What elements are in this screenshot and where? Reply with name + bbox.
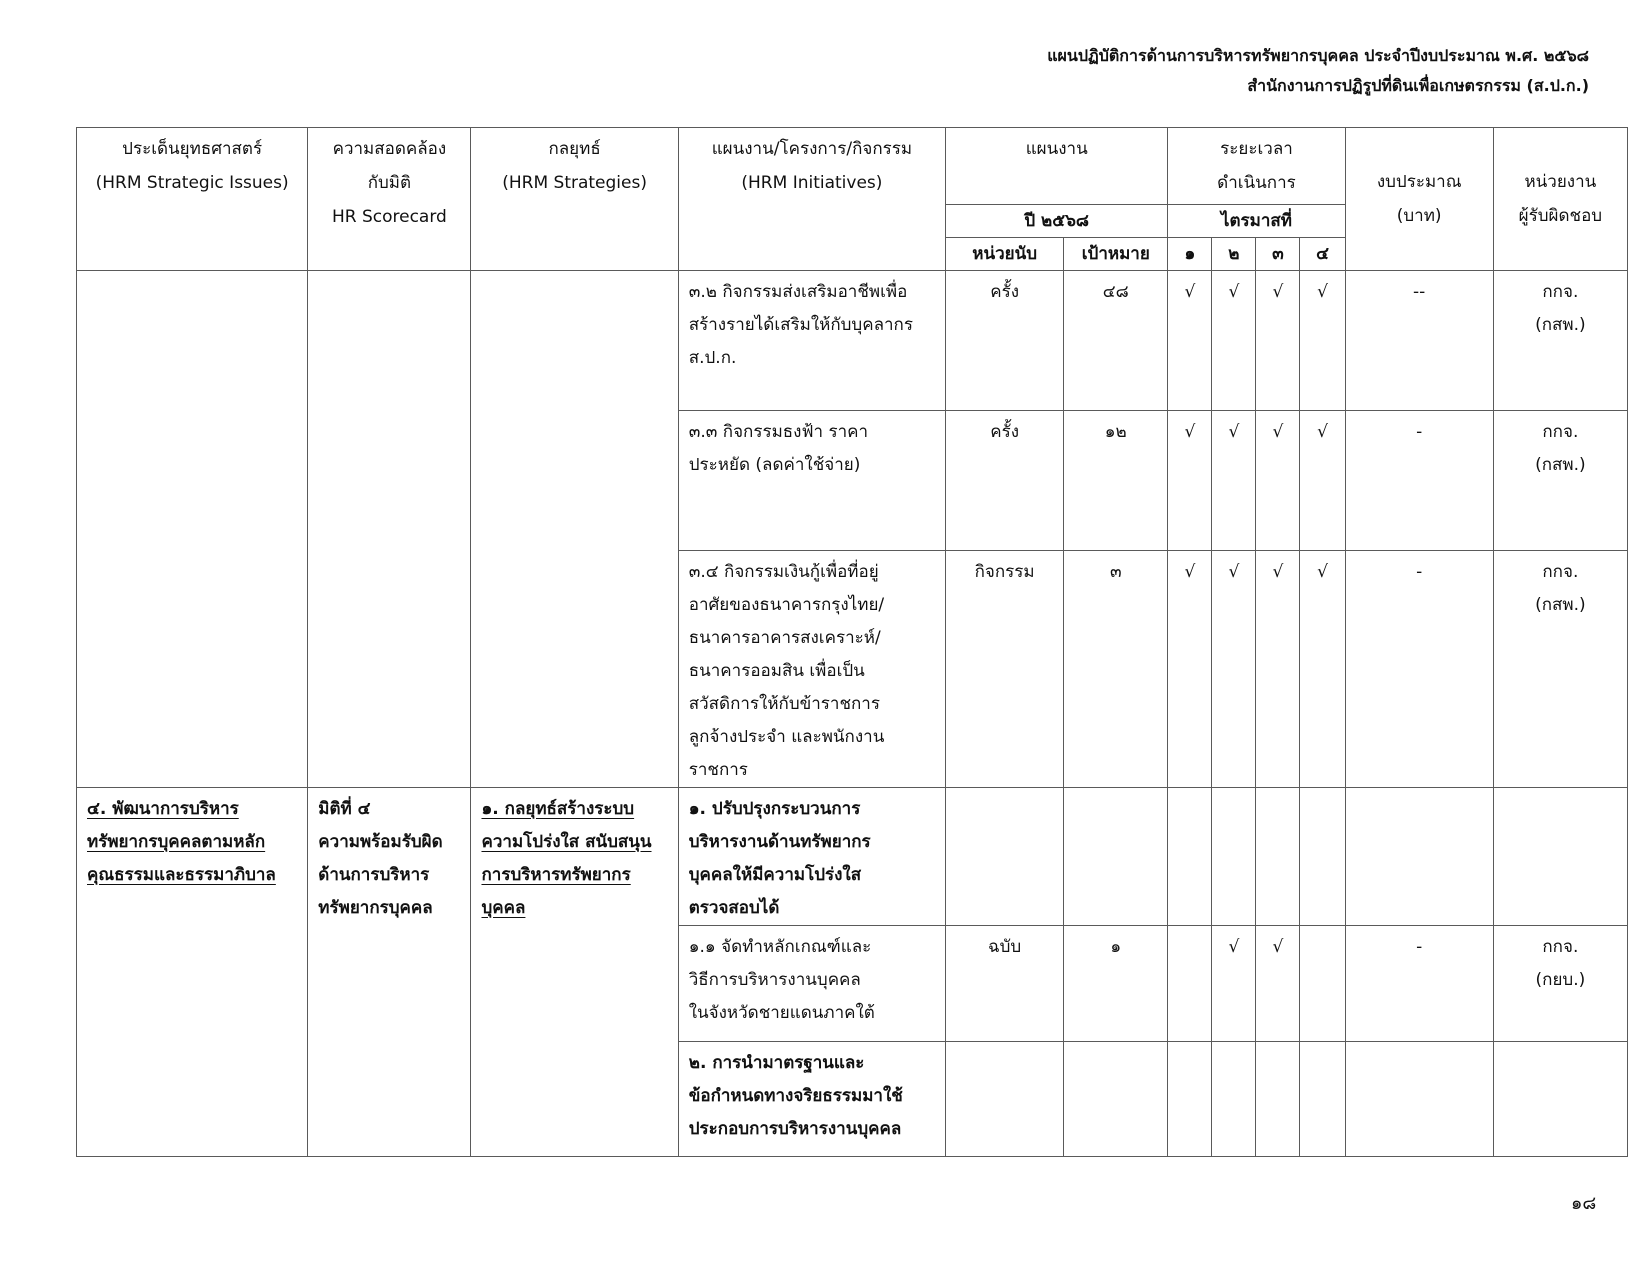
col-header-period: ระยะเวลา ดำเนินการ — [1168, 128, 1345, 205]
q2-check — [1212, 788, 1256, 926]
q4-check: √ — [1300, 271, 1345, 411]
col-header-unit: หน่วยนับ — [946, 238, 1064, 271]
initiative-cell: ๓.๓ กิจกรรมธงฟ้า ราคา ประหยัด (ลดค่าใช้จ่าย) — [678, 411, 945, 551]
budget-cell — [1345, 1042, 1493, 1157]
q4-check: √ — [1300, 411, 1345, 551]
q4-check — [1300, 788, 1345, 926]
q1-check: √ — [1168, 271, 1212, 411]
target-cell: ๑ — [1064, 926, 1168, 1042]
budget-cell: -- — [1345, 271, 1493, 411]
col-header-q1: ๑ — [1168, 238, 1212, 271]
unit-cell — [946, 1042, 1064, 1157]
q1-check — [1168, 788, 1212, 926]
q3-check: √ — [1256, 411, 1300, 551]
initiative-cell: ๓.๒ กิจกรรมส่งเสริมอาชีพเพื่อ สร้างรายได้เสริมให้กับบุคลากร ส.ป.ก. — [678, 271, 945, 411]
responsible-cell: กกจ. (กยบ.) — [1493, 926, 1627, 1042]
initiative-cell: ๒. การนำมาตรฐานและ ข้อกำหนดทางจริยธรรมมาใช้ ประกอบการบริหารงานบุคคล — [678, 1042, 945, 1157]
document-title: แผนปฏิบัติการด้านการบริหารทรัพยากรบุคคล ประจำปีงบประมาณ พ.ศ. ๒๕๖๘ — [1047, 46, 1589, 65]
col-header-strategies: กลยุทธ์ (HRM Strategies) — [471, 128, 678, 271]
table-row — [77, 271, 1628, 411]
col-header-q3: ๓ — [1256, 238, 1300, 271]
col-header-issues: ประเด็นยุทธศาสตร์ (HRM Strategic Issues) — [77, 128, 308, 271]
strategic-issue-cell: ๔. พัฒนาการบริหาร ทรัพยากรบุคคลตามหลัก คุณธรรมและธรรมาภิบาล — [77, 788, 308, 1157]
initiative-cell: ๓.๔ กิจกรรมเงินกู้เพื่อที่อยู่ อาศัยของธนาคารกรุงไทย/ ธนาคารอาคารสงเคราะห์/ ธนาคารออมสิน เพื่อเป็น สวัสดิการให้กับข้าราชการ ลูกจ้างประจำ และพนักงาน ราชการ — [678, 551, 945, 788]
unit-cell: ครั้ง — [946, 271, 1064, 411]
q4-check — [1300, 1042, 1345, 1157]
col-header-plan-year: ปี ๒๕๖๘ — [946, 205, 1168, 238]
hr-action-plan-table — [76, 127, 1628, 1157]
col-header-alignment: ความสอดคล้อง กับมิติ HR Scorecard — [308, 128, 471, 271]
unit-cell: กิจกรรม — [946, 551, 1064, 788]
col-header-initiatives: แผนงาน/โครงการ/กิจกรรม (HRM Initiatives) — [678, 128, 945, 271]
page-number: ๑๘ — [1571, 1193, 1597, 1214]
q2-check — [1212, 1042, 1256, 1157]
q1-check: √ — [1168, 411, 1212, 551]
issue-cell-empty — [77, 271, 308, 788]
responsible-cell — [1493, 1042, 1627, 1157]
responsible-cell: กกจ. (กสพ.) — [1493, 551, 1627, 788]
responsible-cell: กกจ. (กสพ.) — [1493, 271, 1627, 411]
q2-check: √ — [1212, 271, 1256, 411]
target-cell — [1064, 788, 1168, 926]
q1-check — [1168, 1042, 1212, 1157]
budget-cell: - — [1345, 551, 1493, 788]
q2-check: √ — [1212, 926, 1256, 1042]
budget-cell: - — [1345, 411, 1493, 551]
agency-name: สำนักงานการปฏิรูปที่ดินเพื่อเกษตรกรรม (ส.ป.ก.) — [1247, 76, 1589, 95]
scorecard-dimension-cell: มิติที่ ๔ ความพร้อมรับผิด ด้านการบริหาร ทรัพยากรบุคคล — [308, 788, 471, 1157]
q2-check: √ — [1212, 551, 1256, 788]
alignment-cell-empty — [308, 271, 471, 788]
strategy-cell: ๑. กลยุทธ์สร้างระบบ ความโปร่งใส สนับสนุน การบริหารทรัพยากร บุคคล — [471, 788, 678, 1157]
unit-cell: ฉบับ — [946, 926, 1064, 1042]
col-header-target: เป้าหมาย — [1064, 238, 1168, 271]
q3-check: √ — [1256, 926, 1300, 1042]
col-header-plan: แผนงาน — [946, 128, 1168, 205]
unit-cell — [946, 788, 1064, 926]
responsible-cell — [1493, 788, 1627, 926]
q2-check: √ — [1212, 411, 1256, 551]
q3-check — [1256, 788, 1300, 926]
target-cell — [1064, 1042, 1168, 1157]
col-header-budget: งบประมาณ (บาท) — [1345, 128, 1493, 271]
target-cell: ๓ — [1064, 551, 1168, 788]
q4-check: √ — [1300, 551, 1345, 788]
col-header-quarter: ไตรมาสที่ — [1168, 205, 1345, 238]
budget-cell — [1345, 788, 1493, 926]
q3-check: √ — [1256, 271, 1300, 411]
q1-check — [1168, 926, 1212, 1042]
q4-check — [1300, 926, 1345, 1042]
q1-check: √ — [1168, 551, 1212, 788]
responsible-cell: กกจ. (กสพ.) — [1493, 411, 1627, 551]
col-header-q2: ๒ — [1212, 238, 1256, 271]
q3-check: √ — [1256, 551, 1300, 788]
initiative-cell: ๑. ปรับปรุงกระบวนการ บริหารงานด้านทรัพยากร บุคคลให้มีความโปร่งใส ตรวจสอบได้ — [678, 788, 945, 926]
table-row — [77, 788, 1628, 926]
col-header-responsible: หน่วยงาน ผู้รับผิดชอบ — [1493, 128, 1627, 271]
target-cell: ๑๒ — [1064, 411, 1168, 551]
initiative-cell: ๑.๑ จัดทำหลักเกณฑ์และ วิธีการบริหารงานบุคคล ในจังหวัดชายแดนภาคใต้ — [678, 926, 945, 1042]
col-header-q4: ๔ — [1300, 238, 1345, 271]
strategy-cell-empty — [471, 271, 678, 788]
q3-check — [1256, 1042, 1300, 1157]
target-cell: ๔๘ — [1064, 271, 1168, 411]
budget-cell: - — [1345, 926, 1493, 1042]
unit-cell: ครั้ง — [946, 411, 1064, 551]
